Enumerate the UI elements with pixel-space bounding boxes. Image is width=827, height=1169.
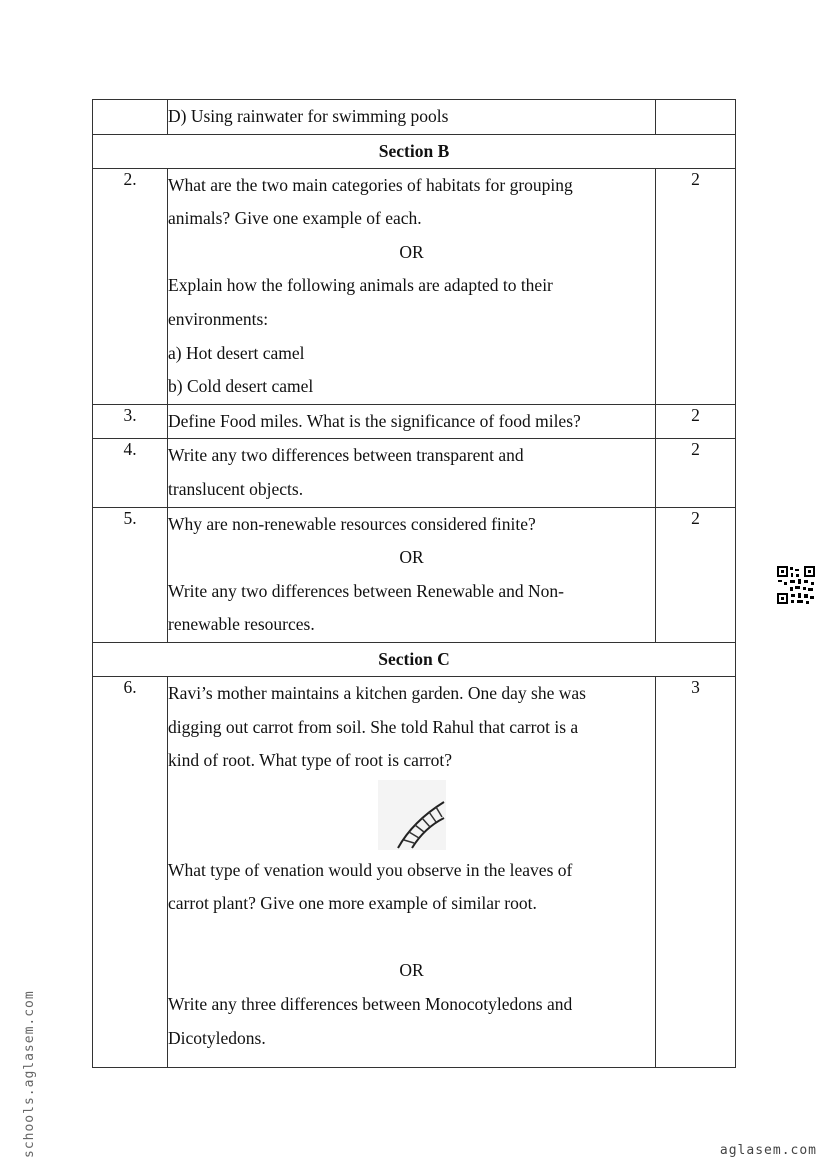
question-5-text: [168, 507, 656, 642]
table-row: [93, 100, 736, 135]
question-3-number: 3.: [93, 404, 168, 439]
question-4-number: 4.: [93, 439, 168, 507]
or-divider: OR: [399, 241, 424, 262]
side-watermark: schools.aglasem.com: [22, 990, 37, 1158]
question-3-text: [168, 404, 656, 439]
question-2-marks: 2: [656, 168, 736, 404]
text-line: Dicotyledons.: [168, 1027, 266, 1048]
text-line: b) Cold desert camel: [168, 376, 314, 397]
text-line: digging out carrot from soil. She told Rahul that carrot is a: [168, 716, 579, 737]
qr-code-icon: [776, 565, 816, 605]
question-2-row: [93, 168, 736, 404]
question-6-number: 6.: [93, 676, 168, 1067]
option-d-text: D) Using rainwater for swimming pools: [168, 106, 449, 126]
marks-cell: [656, 100, 736, 135]
section-b-row: [93, 134, 736, 168]
text-line: translucent objects.: [168, 478, 304, 499]
text-line: renewable resources.: [168, 614, 315, 635]
text-line: What are the two main categories of habitats for grouping: [168, 174, 573, 195]
blank-line: [168, 921, 655, 955]
or-divider: OR: [399, 547, 424, 568]
carrot-sketch-image: [378, 780, 446, 850]
question-cell: [168, 100, 656, 135]
text-line: Explain how the following animals are adapted to their: [168, 275, 553, 296]
question-3-marks: 2: [656, 404, 736, 439]
section-c-row: [93, 642, 736, 676]
text-line: Write any two differences between transparent and: [168, 445, 524, 466]
text-line: Why are non-renewable resources considered finite?: [168, 513, 536, 534]
text-line: animals? Give one example of each.: [168, 208, 422, 229]
question-4-text: [168, 439, 656, 507]
text-line: kind of root. What type of root is carrot?: [168, 750, 452, 771]
question-2-number: 2.: [93, 168, 168, 404]
text-line: Write any two differences between Renewable and Non-: [168, 580, 564, 601]
question-6-row: [93, 676, 736, 1067]
question-5-number: 5.: [93, 507, 168, 642]
text-line: Write any three differences between Monocotyledons and: [168, 994, 573, 1015]
section-c-heading: Section C: [93, 642, 736, 676]
question-4-marks: 2: [656, 439, 736, 507]
question-3-row: [93, 404, 736, 439]
text-line: environments:: [168, 308, 269, 329]
question-2-text: [168, 168, 656, 404]
text-line: Ravi’s mother maintains a kitchen garden. One day she was: [168, 682, 586, 703]
question-table: [92, 99, 736, 1068]
text-line: a) Hot desert camel: [168, 342, 305, 363]
question-5-marks: 2: [656, 507, 736, 642]
question-6-text: [168, 676, 656, 1067]
or-divider: OR: [399, 960, 424, 981]
text-line: Define Food miles. What is the significance of food miles?: [168, 410, 581, 431]
question-6-marks: 3: [656, 676, 736, 1067]
question-5-row: [93, 507, 736, 642]
bottom-watermark: aglasem.com: [719, 1143, 817, 1158]
section-b-heading: Section B: [93, 134, 736, 168]
text-line: carrot plant? Give one more example of similar root.: [168, 893, 537, 914]
question-4-row: [93, 439, 736, 507]
text-line: What type of venation would you observe in the leaves of: [168, 859, 573, 880]
number-cell: [93, 100, 168, 135]
